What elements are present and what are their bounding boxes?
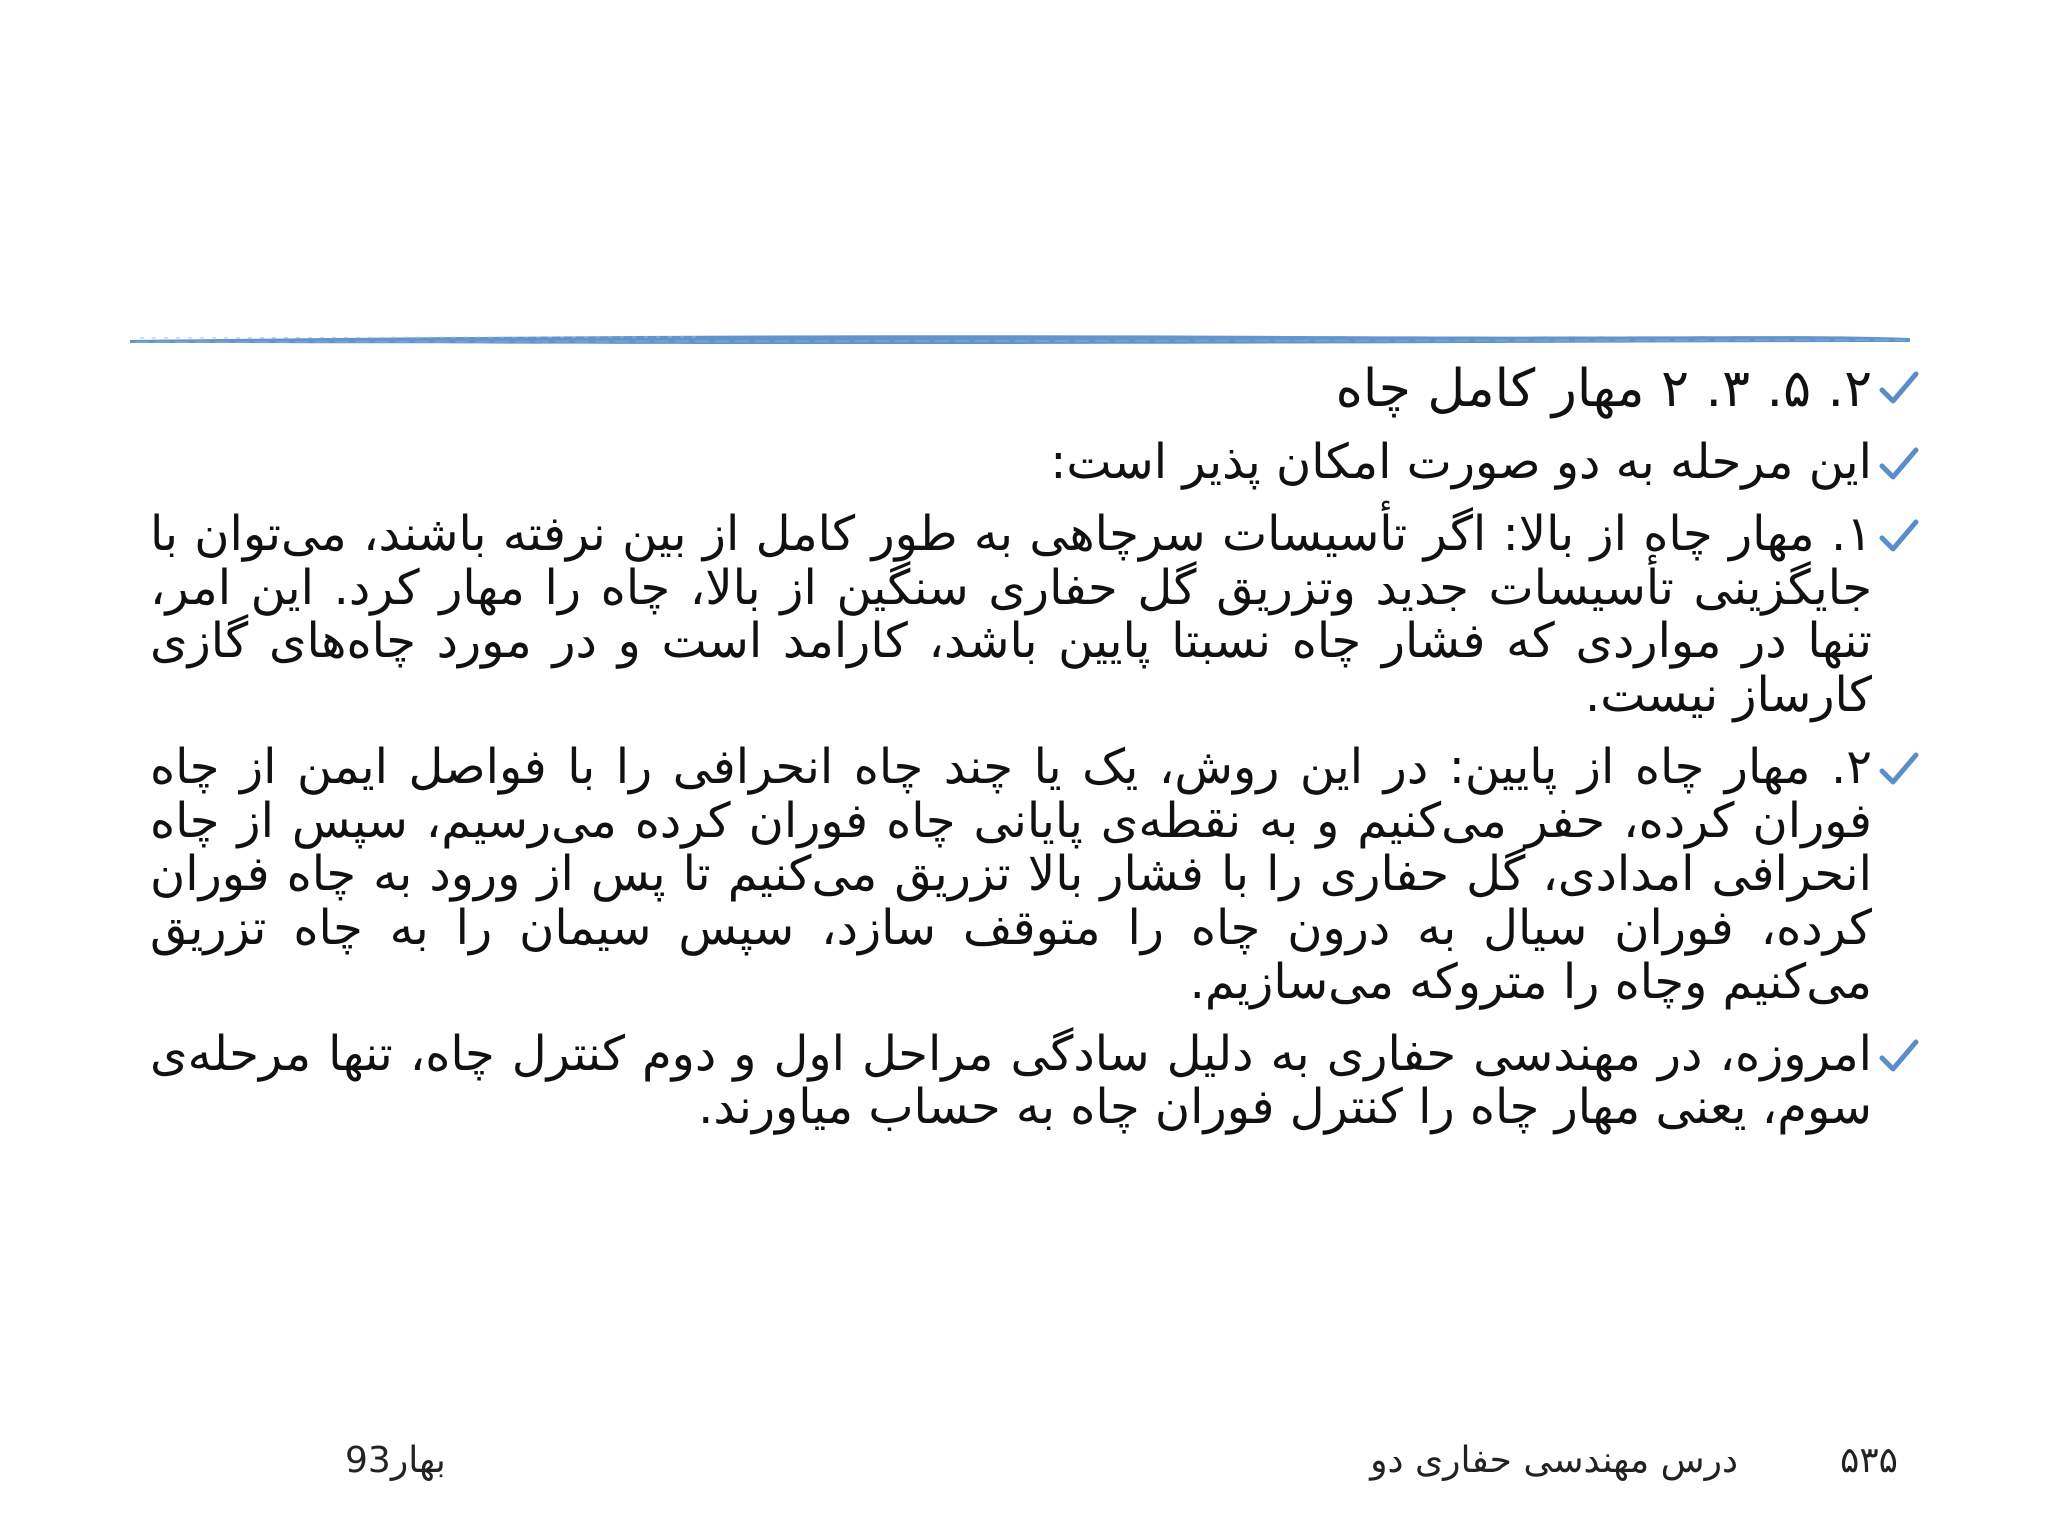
bullet-text: امروزه، در مهندسی حفاری به دلیل سادگی مراحل اول و دوم کنترل چاه، تنها مرحله‌ی سوم، یعنی مهار چاه را کنترل فوران چاه به حساب میاورند. bbox=[150, 1025, 1872, 1136]
course-name: درس مهندسی حفاری دو bbox=[1370, 1440, 1738, 1481]
checkmark-icon bbox=[1878, 1036, 1920, 1078]
bullet-text: ۱. مهار چاه از بالا: اگر تأسیسات سرچاهی به طور کامل از بین نرفته باشند، می‌توان با جایگزینی تأسیسات جدید وتزریق گل حفاری سنگین از بالا، چاه را مهار کرد. این امر، تنها در مواردی که فشار چاه نسبتا پایین باشد، کارامد است و در مورد چاه‌های گازی کارساز نیست. bbox=[150, 505, 1872, 724]
checkmark-icon bbox=[1878, 516, 1920, 558]
bullet-kill-from-bottom bbox=[150, 738, 1920, 1010]
bullet-intro bbox=[150, 436, 1920, 490]
term-label: بهار93 bbox=[345, 1440, 446, 1481]
bullet-text: این مرحله به دو صورت امکان پذیر است: bbox=[1050, 434, 1872, 491]
checkmark-icon bbox=[1878, 749, 1920, 791]
section-title bbox=[150, 360, 1920, 418]
slide-content bbox=[150, 360, 1920, 1380]
checkmark-icon bbox=[1878, 444, 1920, 486]
brush-stroke-divider bbox=[0, 326, 2048, 350]
checkmark-icon bbox=[1878, 368, 1920, 410]
section-title-text: ۲. ۵. ۳. ۲ مهار کامل چاه bbox=[1335, 359, 1872, 419]
bullet-text: ۲. مهار چاه از پایین: در این روش، یک یا چند چاه انحرافی را با فواصل ایمن از چاه فوران کرده، حفر می‌کنیم و به نقطه‌ی پایانی چاه فوران کرده می‌رسیم، سپس از چاه انحرافی امدادی، گل حفاری را با فشار بالا تزریق می‌کنیم تا پس از ورود به چاه فوران کرده، فوران سیال به درون چاه را متوقف سازد، سپس سیمان را به چاه تزریق می‌کنیم وچاه را متروکه می‌سازیم. bbox=[150, 738, 1872, 1010]
bullet-conclusion bbox=[150, 1025, 1920, 1136]
bullet-kill-from-top bbox=[150, 505, 1920, 724]
page-number: ۵۳۵ bbox=[1839, 1440, 1898, 1481]
